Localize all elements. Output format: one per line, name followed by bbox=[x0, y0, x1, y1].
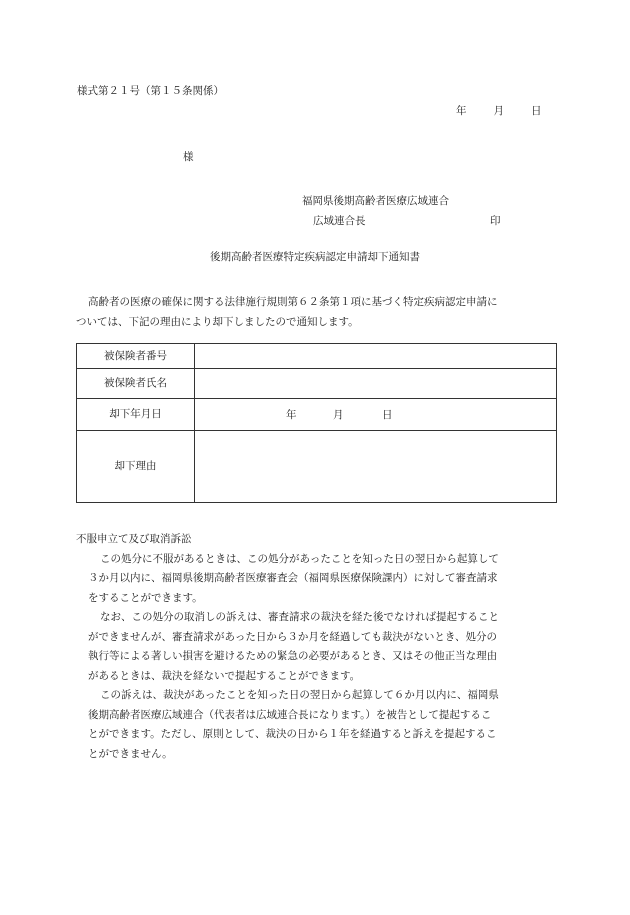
intro-line: 高齢者の医療の確保に関する法律施行規則第６２条第１項に基づく特定疾病認定申請に bbox=[88, 296, 498, 308]
rejection-reason-value bbox=[195, 431, 557, 503]
table-row bbox=[77, 369, 557, 399]
appeal-section bbox=[76, 530, 561, 764]
document-title: 後期高齢者医療特定疾病認定申請却下通知書 bbox=[210, 251, 420, 263]
appeal-line: があるときは、裁決を経ないで提起することができます。 bbox=[88, 669, 361, 682]
rejection-date-value bbox=[195, 399, 557, 431]
table-row bbox=[77, 344, 557, 369]
appeal-line: なお、この処分の取消しの訴えは、審査請求の裁決を経た後でなければ提起すること bbox=[100, 611, 499, 623]
issue-date-year: 年 bbox=[456, 105, 467, 117]
appeal-paragraph bbox=[76, 608, 561, 686]
issue-date-month: 月 bbox=[493, 105, 504, 117]
insured-number-label: 被保険者番号 bbox=[77, 344, 195, 369]
form-number: 様式第２１号（第１５条関係） bbox=[77, 85, 224, 97]
rejection-date-year: 年 bbox=[286, 408, 297, 421]
appeal-heading: 不服申立て及び取消訴訟 bbox=[76, 533, 192, 545]
appeal-line: この処分に不服があるときは、この処分があったことを知った日の翌日から起算して bbox=[100, 552, 499, 565]
issue-date bbox=[456, 106, 542, 117]
issue-date-day: 日 bbox=[531, 105, 542, 117]
appeal-line: この訴えは、裁決があったことを知った日の翌日から起算して６か月以内に、福岡県 bbox=[100, 689, 499, 701]
insured-number-value bbox=[195, 344, 557, 369]
issuer-organization: 福岡県後期高齢者医療広域連合 bbox=[302, 195, 449, 207]
rejection-date-label: 却下年月日 bbox=[77, 399, 195, 431]
intro-line: ついては、下記の理由により却下しましたので通知します。 bbox=[76, 316, 359, 328]
table-row bbox=[77, 431, 557, 503]
insured-name-value bbox=[195, 369, 557, 399]
appeal-line: とができます。ただし、原則として、裁決の日から１年を経過すると訴えを提起するこ bbox=[88, 728, 497, 740]
appeal-line: ３か月以内に、福岡県後期高齢者医療審査会（福岡県医療保険課内）に対して審査請求 bbox=[88, 572, 498, 584]
appeal-line: とができません。 bbox=[88, 747, 173, 760]
insured-name-label: 被保険者氏名 bbox=[77, 369, 195, 399]
addressee-honorific: 様 bbox=[183, 151, 194, 163]
appeal-line: 後期高齢者医療広域連合（代表者は広域連合長になります。）を被告として提起するこ bbox=[88, 708, 492, 721]
rejection-date-day: 日 bbox=[382, 408, 393, 421]
rejection-reason-label: 却下理由 bbox=[77, 431, 195, 503]
appeal-line: をすることができます。 bbox=[88, 591, 203, 604]
intro-text bbox=[76, 292, 561, 332]
rejection-date-month: 月 bbox=[333, 408, 344, 421]
notice-table bbox=[76, 343, 557, 503]
seal-mark: 印 bbox=[490, 215, 501, 227]
appeal-line: 執行等による著しい損害を避けるための緊急の必要があるとき、又はその他正当な理由 bbox=[88, 650, 498, 662]
issuer-title: 広域連合長 bbox=[313, 215, 366, 227]
appeal-paragraph bbox=[76, 686, 561, 764]
appeal-paragraph bbox=[76, 550, 561, 609]
appeal-line: ができませんが、審査請求があった日から３か月を経過しても裁決がないとき、処分の bbox=[88, 630, 497, 643]
table-row bbox=[77, 399, 557, 431]
